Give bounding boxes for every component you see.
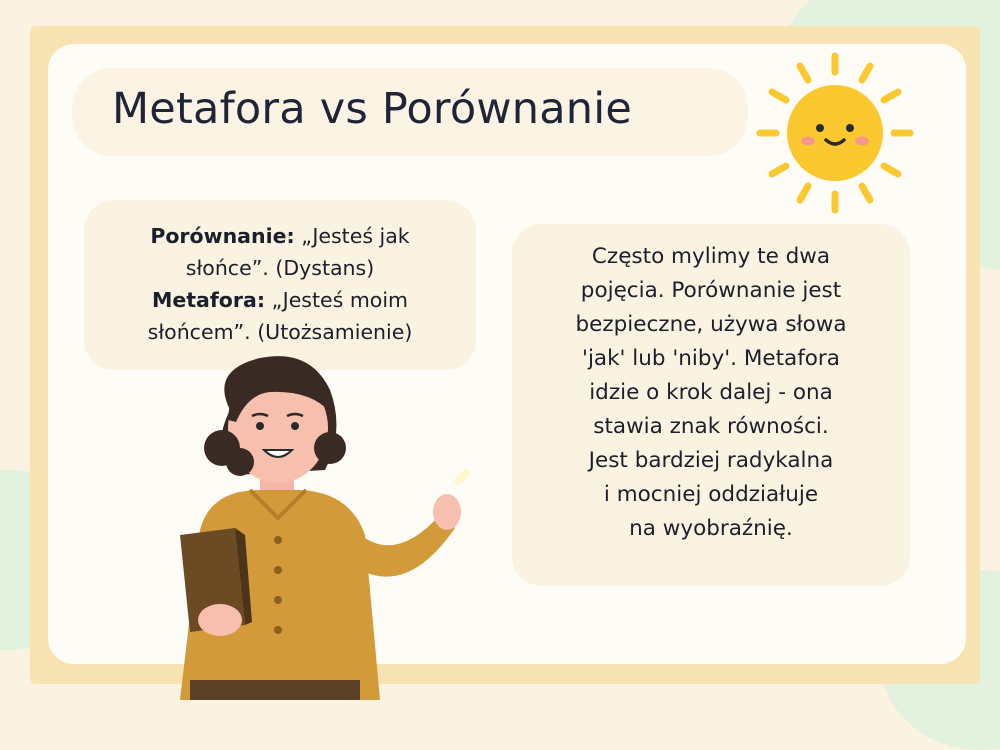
comparison-text xyxy=(84,220,476,348)
explanation-line: 'jak' lub 'niby'. Metafora xyxy=(582,346,840,371)
explanation-line: Jest bardziej radykalna xyxy=(588,448,834,473)
metafora-example-end: słońcem”. (Utożsamienie) xyxy=(147,320,413,344)
explanation-line: na wyobraźnię. xyxy=(629,516,793,541)
porownanie-example: „Jesteś jak xyxy=(294,224,410,248)
explanation-line: i mocniej oddziałuje xyxy=(603,482,819,507)
porownanie-example-end: słońce”. (Dystans) xyxy=(185,256,375,280)
explanation-line: bezpieczne, używa słowa xyxy=(575,312,847,337)
explanation-text xyxy=(524,240,898,546)
explanation-line: Często mylimy te dwa xyxy=(591,244,831,269)
smiling-sun-icon xyxy=(740,48,940,228)
explanation-line: stawia znak równości. xyxy=(593,414,829,439)
explanation-line: idzie o krok dalej - ona xyxy=(589,380,833,405)
metafora-example: „Jesteś moim xyxy=(265,288,409,312)
porownanie-label: Porównanie: xyxy=(150,224,295,248)
page-title: Metafora vs Porównanie xyxy=(112,84,633,134)
explanation-line: pojęcia. Porównanie jest xyxy=(580,278,842,303)
metafora-label: Metafora: xyxy=(151,288,266,312)
teacher-illustration xyxy=(140,350,520,700)
